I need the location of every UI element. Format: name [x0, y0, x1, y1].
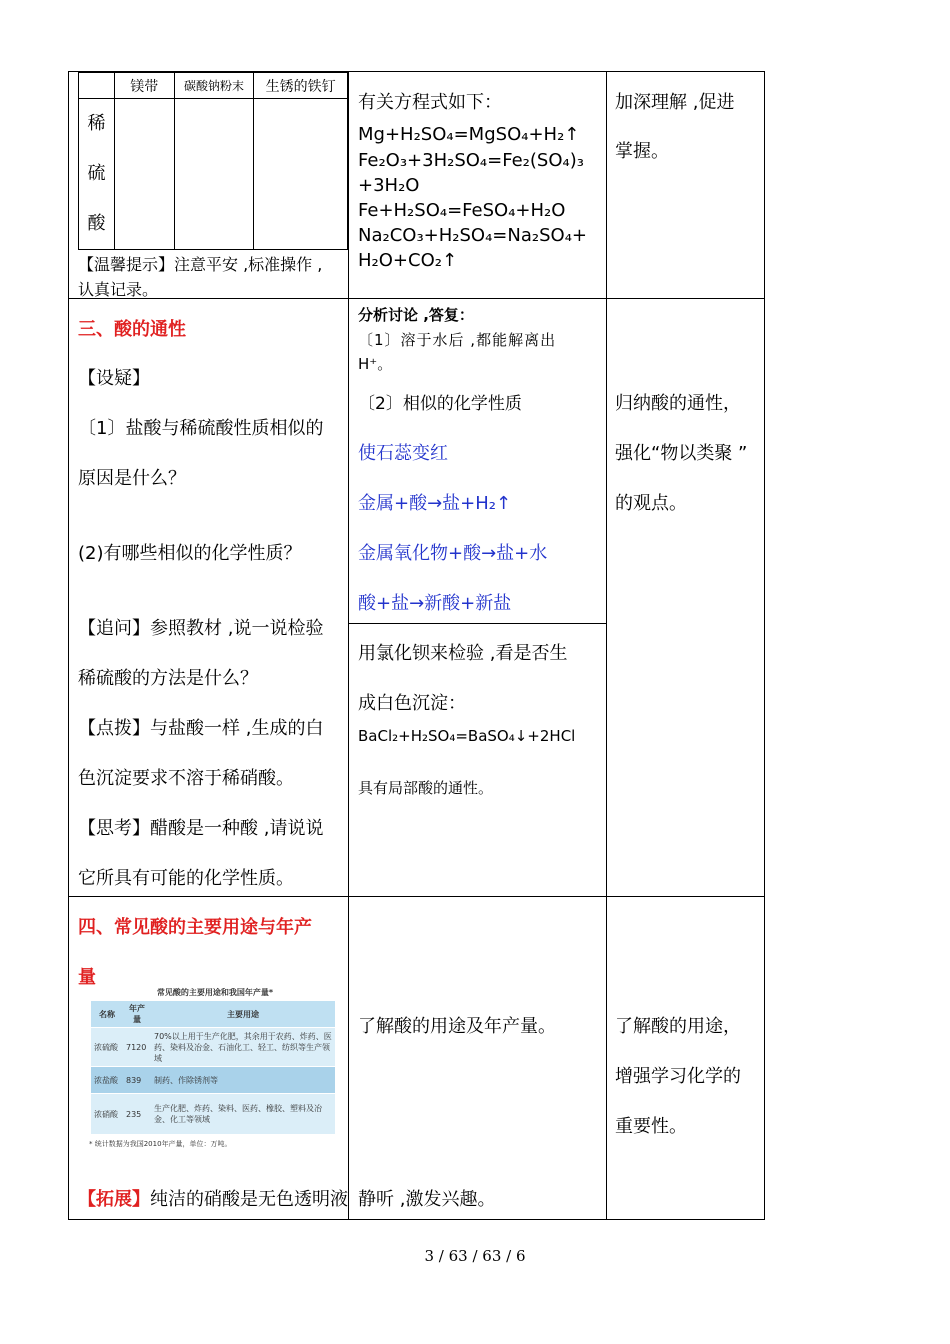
- figure-header-uses: 主要用途: [151, 1001, 335, 1028]
- tip-line-2: 认真记录。: [78, 280, 159, 299]
- section-title-acid-properties: 三、酸的通性: [78, 319, 186, 340]
- intent-2-line-3: 的观点。: [615, 493, 687, 514]
- intent-2-line-2: 强化“物以类聚 ”: [615, 443, 748, 464]
- answer-2: 〔2〕相似的化学性质: [358, 394, 522, 414]
- header-magnesium: 镁带: [114, 73, 174, 99]
- answer-title: 分析讨论 ,答复：: [358, 306, 474, 324]
- intent-2-line-1: 归纳酸的通性，: [615, 393, 741, 414]
- equation-mg: Mg+H₂SO₄=MgSO₄+H₂↑: [358, 124, 580, 145]
- figure-note: * 统计数据为我国2010年产量，单位：万吨。: [89, 1140, 232, 1148]
- question-label: 【设疑】: [78, 368, 150, 389]
- uses-activity-cell: [349, 897, 607, 1220]
- question-2: (2)有哪些相似的化学性质？: [78, 543, 302, 564]
- equation-fe2o3-a: Fe₂O₃+3H₂SO₄=Fe₂(SO₄)₃: [358, 150, 584, 171]
- equation-fe: Fe+H₂SO₄=FeSO₄+H₂O: [358, 200, 566, 221]
- header-sodium-carbonate: 碳酸钠粉末: [174, 73, 254, 99]
- intent-cell-2: [607, 299, 765, 897]
- tip-line-1: 【温馨提示】注意平安 ,标准操作 ,: [78, 255, 323, 274]
- equation-na2co3-a: Na₂CO₃+H₂SO₄=Na₂SO₄+: [358, 225, 587, 246]
- figure-header-name: 名称: [91, 1001, 123, 1028]
- observation-rusty-nail: [254, 99, 348, 250]
- figure-title: 常见酸的主要用途和我国年产量*: [156, 988, 274, 997]
- activity-listen: 静听 ,激发兴趣。: [358, 1189, 496, 1210]
- answers-cell: [349, 299, 607, 897]
- figure-row: 浓硫酸 7120 70%以上用于生产化肥，其余用于农药、炸药、医药、染料及冶金、石油化工、轻工、纺织等生产领域: [91, 1028, 335, 1067]
- answer-1-line-2: H⁺。: [358, 355, 393, 373]
- equation-fe2o3-b: +3H₂O: [358, 175, 420, 196]
- think-line-2: 它所具有可能的化学性质。: [78, 868, 294, 889]
- test-note: 具有局部酸的通性。: [358, 779, 494, 797]
- cell-divider: [349, 623, 607, 624]
- hint-line-2: 色沉淀要求不溶于稀硝酸。: [78, 768, 294, 789]
- figure-table: [91, 1001, 335, 1135]
- acid-uses-cell: [69, 897, 349, 1220]
- hint-line-1: 【点拨】与盐酸一样 ,生成的白: [78, 718, 324, 739]
- intent-cell-1: [607, 72, 765, 299]
- intent-1-line-1: 加深理解 ,促进: [615, 92, 735, 113]
- acid-uses-figure: [89, 987, 341, 1155]
- intent-3-line-1: 了解酸的用途，: [615, 1016, 741, 1037]
- intent-3-line-2: 增强学习化学的: [615, 1066, 741, 1087]
- intent-3-line-3: 重要性。: [615, 1116, 687, 1137]
- test-line-2: 成白色沉淀：: [358, 693, 466, 714]
- test-equation: BaCl₂+H₂SO₄=BaSO₄↓+2HCl: [358, 727, 576, 745]
- question-1-line-1: 〔1〕盐酸与稀硫酸性质相似的: [78, 418, 324, 439]
- section-title-acid-uses-line-2: 量: [78, 967, 96, 988]
- extend-paragraph: [78, 1185, 348, 1211]
- followup-line-1: 【追问】参照教材 ,说一说检验: [78, 618, 324, 639]
- experiment-table: [78, 72, 348, 250]
- lesson-table: [68, 71, 765, 1220]
- answer-1-line-1: 〔1〕溶于水后 ,都能解离出: [358, 331, 557, 349]
- followup-line-2: 稀硫酸的方法是什么？: [78, 668, 258, 689]
- page-footer: 3 / 63 / 63 / 6: [424, 1247, 526, 1265]
- equations-cell: [349, 72, 607, 299]
- property-acid-salt: 酸+盐→新酸+新盐: [358, 593, 512, 614]
- intent-1-line-2: 掌握。: [615, 141, 669, 162]
- experiment-cell: [69, 72, 349, 299]
- figure-row: 浓硝酸 235 生产化肥、炸药、染料、医药、橡胶、塑料及冶金、化工等领域: [91, 1094, 335, 1135]
- observation-magnesium: [114, 99, 174, 250]
- activity-uses: 了解酸的用途及年产量。: [358, 1016, 556, 1037]
- observation-sodium-carbonate: [174, 99, 254, 250]
- property-metal-oxide-acid: 金属氧化物+酸→盐+水: [358, 543, 548, 564]
- corner-cell: [79, 73, 115, 99]
- figure-header-output: 年产量: [123, 1001, 151, 1028]
- question-1-line-2: 原因是什么？: [78, 468, 186, 489]
- figure-row: 浓盐酸 839 制药、作除锈剂等: [91, 1067, 335, 1094]
- intent-cell-3: [607, 897, 765, 1220]
- think-line-1: 【思考】醋酸是一种酸 ,请说说: [78, 818, 324, 839]
- equations-intro: 有关方程式如下：: [358, 92, 502, 113]
- test-line-1: 用氯化钡来检验 ,看是否生: [358, 643, 568, 664]
- extend-text: 纯洁的硝酸是无色透明液: [150, 1189, 348, 1210]
- extend-label: 【拓展】: [78, 1189, 150, 1210]
- equation-na2co3-b: H₂O+CO₂↑: [358, 250, 458, 271]
- property-metal-acid: 金属+酸→盐+H₂↑: [358, 493, 512, 514]
- header-rusty-nail: 生锈的铁钉: [254, 73, 348, 99]
- property-litmus: 使石蕊变红: [358, 443, 448, 464]
- section-title-acid-uses-line-1: 四、常见酸的主要用途与年产: [78, 917, 312, 938]
- acid-properties-cell: [69, 299, 349, 897]
- row-label-dilute-sulfuric: 稀 硫 酸: [79, 99, 115, 250]
